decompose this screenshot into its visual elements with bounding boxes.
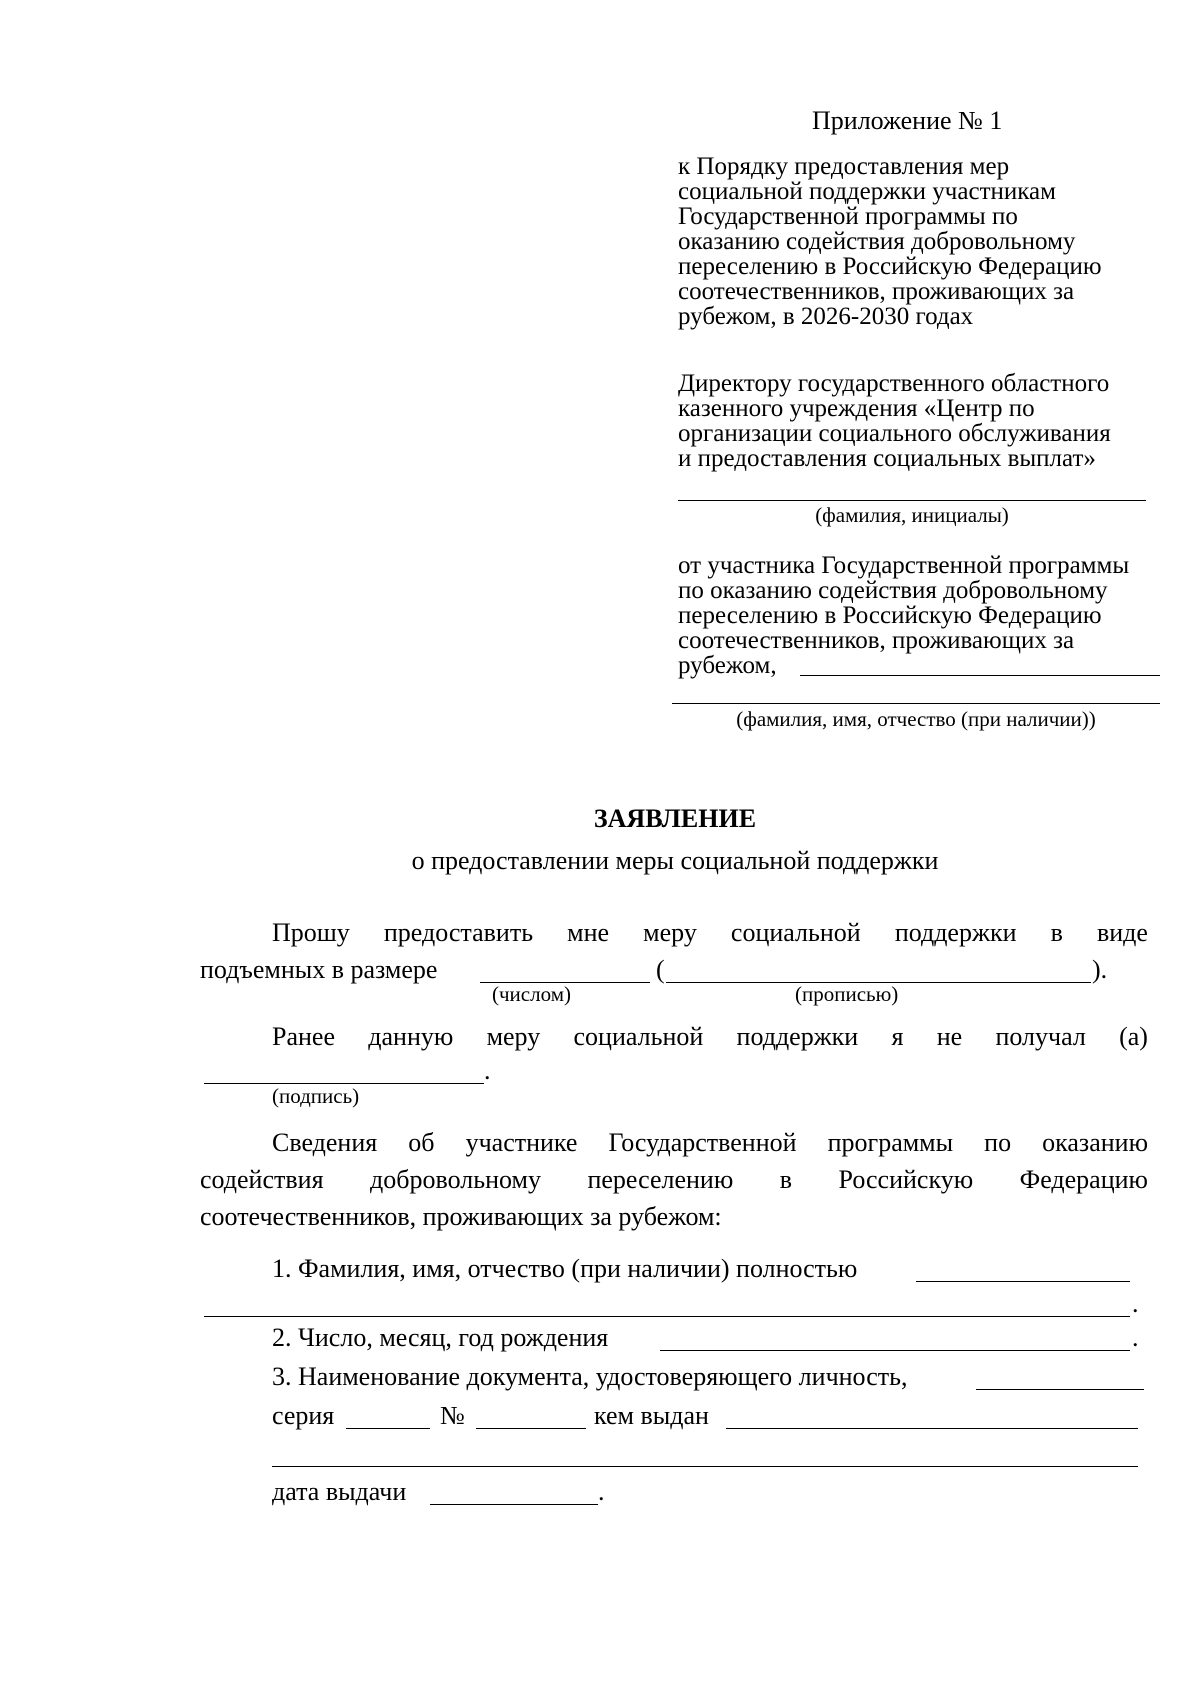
signature-dot: . (484, 1056, 491, 1085)
issued-by-field-1[interactable] (726, 1428, 1138, 1429)
number-label: № (440, 1401, 465, 1430)
word: добровольному (370, 1165, 541, 1194)
sender-line: переселению в Российскую Федерацию (678, 602, 1102, 629)
birth-date-end-dot: . (1132, 1323, 1139, 1352)
word: получал (995, 1022, 1086, 1051)
word: виде (1096, 918, 1148, 947)
addressee-line: Директору государственного областного (678, 370, 1110, 397)
word: Федерацию (1019, 1165, 1148, 1194)
order-line: Государственной программы по (678, 203, 1018, 230)
issued-by-field-2[interactable] (272, 1466, 1138, 1467)
addressee-line: организации социального обслуживания (678, 420, 1111, 447)
word: в (1050, 918, 1063, 947)
word: Российскую (838, 1165, 974, 1194)
word: поддержки (736, 1022, 859, 1051)
word: данную (368, 1022, 454, 1051)
sender-line: соотечественников, проживающих за (678, 627, 1075, 654)
word: меру (486, 1022, 541, 1051)
previous-statement (272, 1022, 1148, 1052)
issue-date-label: дата выдачи (272, 1477, 407, 1506)
word: поддержки (894, 918, 1017, 947)
order-line: социальной поддержки участникам (678, 178, 1056, 205)
word: содействия (200, 1165, 324, 1194)
word: Сведения (272, 1128, 378, 1157)
word: Ранее (272, 1022, 335, 1051)
addressee-name-field[interactable] (678, 500, 1146, 501)
id-document-field[interactable] (976, 1389, 1144, 1390)
word: предоставить (383, 918, 534, 947)
appendix-title: Приложение № 1 (812, 106, 1003, 135)
request-amount-label: подъемных в размере (200, 955, 438, 984)
word: я (891, 1022, 904, 1051)
birth-date-field[interactable] (660, 1350, 1130, 1351)
series-label: серия (272, 1401, 335, 1430)
word: не (936, 1022, 963, 1051)
info-line-2 (200, 1165, 1148, 1195)
order-line: соотечественников, проживающих за (678, 278, 1075, 305)
word: (а) (1119, 1022, 1148, 1051)
field-full-name-label: 1. Фамилия, имя, отчество (при наличии) полностью (272, 1254, 858, 1283)
addressee-line: казенного учреждения «Центр по (678, 395, 1035, 422)
document-title: ЗАЯВЛЕНИЕ (593, 804, 757, 833)
sender-block (678, 553, 1129, 678)
order-line: оказанию содействия добровольному (678, 228, 1076, 255)
full-name-field-1[interactable] (916, 1281, 1130, 1282)
word: мне (567, 918, 610, 947)
issue-date-field[interactable] (430, 1504, 598, 1505)
issued-by-label: кем выдан (594, 1401, 709, 1430)
series-field[interactable] (346, 1428, 430, 1429)
appendix-order-reference (678, 154, 1102, 329)
field-birth-date-label: 2. Число, месяц, год рождения (272, 1323, 609, 1352)
order-line: к Порядку предоставления мер (678, 153, 1010, 180)
sender-name-field-1[interactable] (800, 675, 1160, 676)
addressee-block (678, 371, 1111, 471)
full-name-field-2[interactable] (204, 1316, 1130, 1317)
addressee-line: и предоставления социальных выплат» (678, 445, 1096, 472)
sender-line: по оказанию содействия добровольному (678, 577, 1108, 604)
field-id-document-label: 3. Наименование документа, удостоверяющего личность, (272, 1362, 908, 1391)
request-line-1 (272, 918, 1148, 948)
word: по (984, 1128, 1012, 1157)
amount-number-caption: (числом) (492, 982, 571, 1006)
word: участнике (465, 1128, 578, 1157)
info-line-1 (272, 1128, 1148, 1158)
word: оказанию (1042, 1128, 1148, 1157)
full-name-end-dot: . (1132, 1289, 1139, 1318)
word: в (779, 1165, 793, 1194)
word: переселению (587, 1165, 734, 1194)
close-paren: ). (1092, 955, 1108, 984)
word: об (408, 1128, 435, 1157)
document-subtitle: о предоставлении меры социальной поддержки (411, 846, 939, 875)
info-line-3: соотечественников, проживающих за рубежом: (200, 1202, 722, 1231)
sender-caption: (фамилия, имя, отчество (при наличии)) (736, 707, 1096, 731)
order-line: переселению в Российскую Федерацию (678, 253, 1102, 280)
sender-line-last: рубежом, (678, 652, 777, 679)
word: Прошу (272, 918, 350, 947)
sender-line: от участника Государственной программы (678, 552, 1130, 579)
open-paren: ( (656, 955, 665, 984)
issue-date-end-dot: . (598, 1477, 605, 1506)
word: программы (827, 1128, 954, 1157)
word: социальной (730, 918, 861, 947)
addressee-caption: (фамилия, инициалы) (815, 503, 1009, 527)
word: меру (643, 918, 697, 947)
number-field[interactable] (476, 1428, 586, 1429)
sender-name-field-2[interactable] (672, 703, 1160, 704)
word: социальной (573, 1022, 704, 1051)
amount-words-caption: (прописью) (795, 982, 899, 1006)
signature-caption: (подпись) (272, 1084, 360, 1108)
word: Государственной (608, 1128, 797, 1157)
order-line: рубежом, в 2026-2030 годах (678, 303, 974, 330)
